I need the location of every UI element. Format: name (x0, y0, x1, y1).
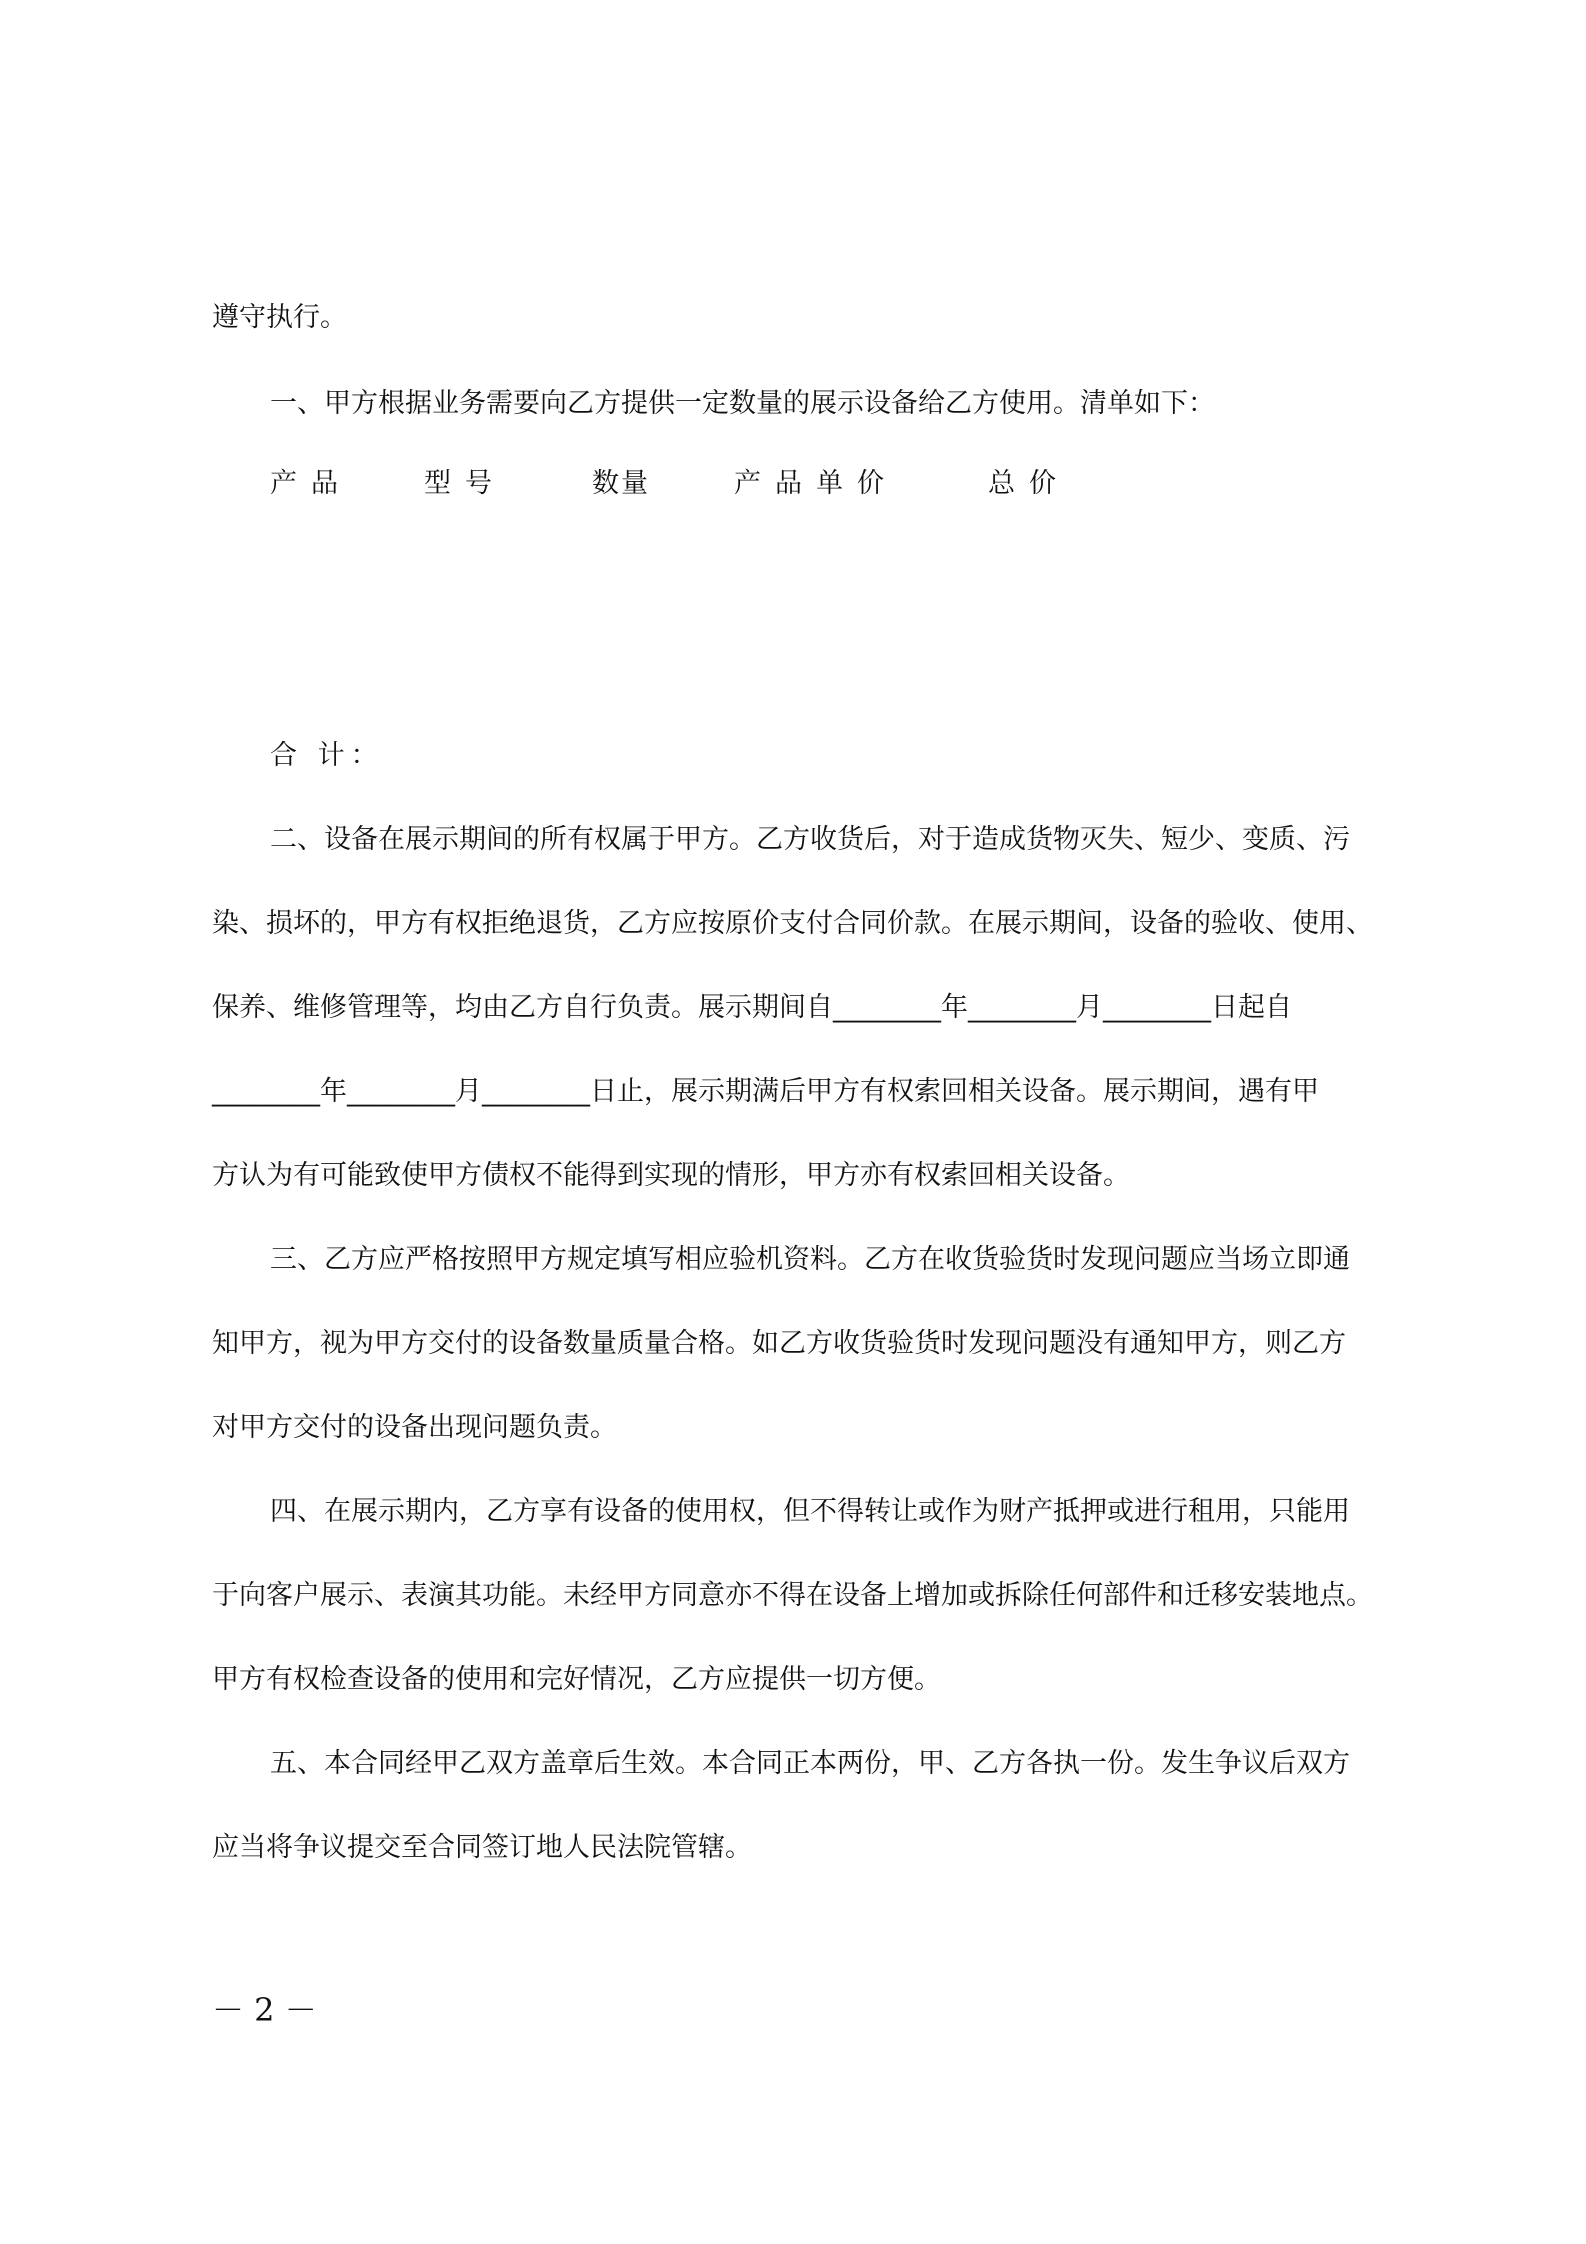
clause-2-line-4: ________年________月________日止，展示期满后甲方有权索回相关设备。展示期间，遇有甲 (212, 1076, 1319, 1107)
clause-2-line-2: 染、损坏的，甲方有权拒绝退货，乙方应按原价支付合同价款。在展示期间，设备的验收、使用、 (212, 908, 1373, 939)
table-header-product: 产品 (270, 468, 352, 499)
product-table-header (0, 464, 1586, 504)
table-header-unit-price: 产品单价 (734, 468, 898, 499)
table-header-total-price: 总价 (988, 468, 1070, 499)
clause-5-line-1: 五、本合同经甲乙双方盖章后生效。本合同正本两份，甲、乙方各执一份。发生争议后双方 (270, 1748, 1350, 1779)
clause-2-line-5: 方认为有可能致使甲方债权不能得到实现的情形，甲方亦有权索回相关设备。 (212, 1160, 1130, 1191)
clause-1-line: 一、甲方根据业务需要向乙方提供一定数量的展示设备给乙方使用。清单如下： (270, 388, 1215, 419)
clause-3-line-3: 对甲方交付的设备出现问题负责。 (212, 1412, 617, 1443)
clause-3-line-1: 三、乙方应严格按照甲方规定填写相应验机资料。乙方在收货验货时发现问题应当场立即通 (270, 1244, 1350, 1275)
clause-4-line-1: 四、在展示期内，乙方享有设备的使用权，但不得转让或作为财产抵押或进行租用，只能用 (270, 1496, 1350, 1527)
table-header-model: 型号 (424, 468, 506, 499)
clause-4-line-3: 甲方有权检查设备的使用和完好情况，乙方应提供一切方便。 (212, 1664, 941, 1695)
total-label: 合 计： (270, 740, 384, 771)
paragraph-line-continuation: 遵守执行。 (212, 302, 347, 333)
clause-2-line-1: 二、设备在展示期间的所有权属于甲方。乙方收货后，对于造成货物灭失、短少、变质、污 (270, 824, 1350, 855)
table-header-quantity: 数量 (592, 468, 650, 499)
clause-2-line-3: 保养、维修管理等，均由乙方自行负责。展示期间自________年________月________日起自 (212, 992, 1292, 1023)
clause-3-line-2: 知甲方，视为甲方交付的设备数量质量合格。如乙方收货验货时发现问题没有通知甲方，则乙方 (212, 1328, 1346, 1359)
page-number: － 2 － (212, 1991, 317, 2029)
clause-5-line-2: 应当将争议提交至合同签订地人民法院管辖。 (212, 1832, 752, 1863)
clause-4-line-2: 于向客户展示、表演其功能。未经甲方同意亦不得在设备上增加或拆除任何部件和迁移安装地点。 (212, 1580, 1373, 1611)
